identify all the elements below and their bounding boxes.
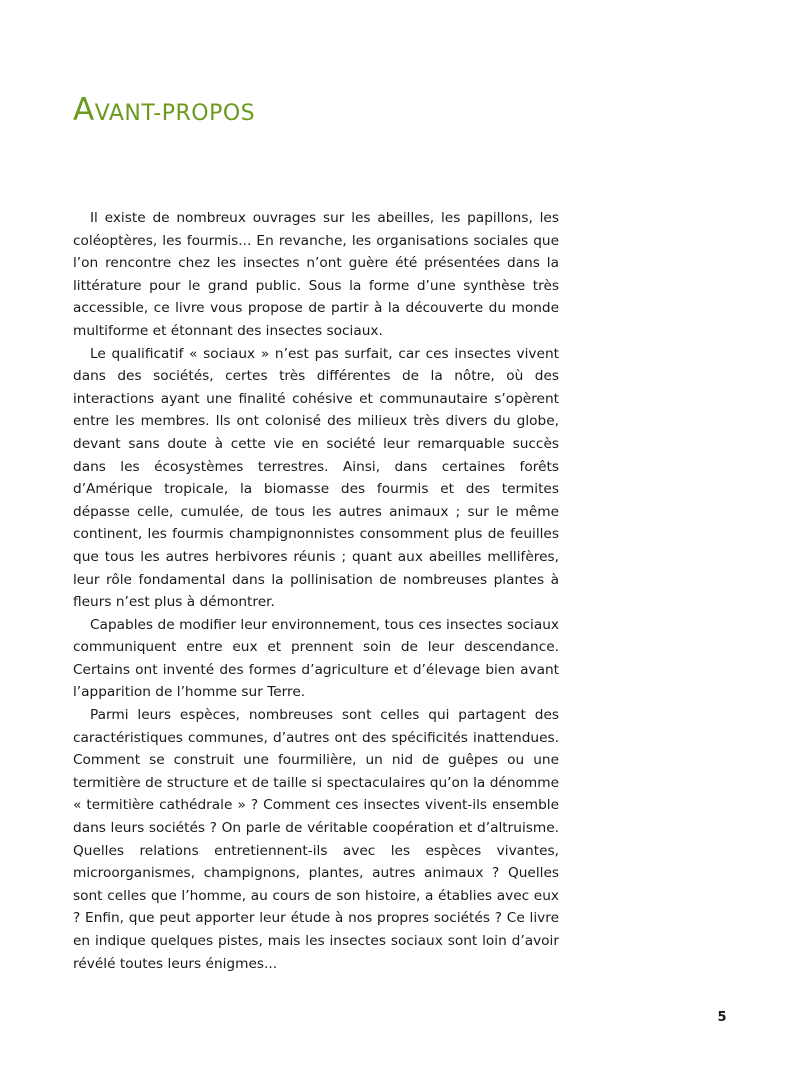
paragraph-1: Il existe de nombreux ouvrages sur les abeilles, les papillons, les coléoptères, les fourmis... En revanche, les organisations sociales que l’on rencontre chez les insectes n’ont guère été présentées dans la littérature pour le grand public. Sous la forme d’une synthèse très accessible, ce livre vous propose de partir à la découverte du monde multiforme et étonnant des insectes sociaux. bbox=[73, 210, 559, 339]
page-title-initial: A bbox=[73, 92, 95, 128]
page-number: 5 bbox=[717, 1010, 727, 1025]
page-title-rest: VANT-PROPOS bbox=[94, 101, 256, 126]
body-text bbox=[73, 207, 559, 975]
paragraph-4: Parmi leurs espèces, nombreuses sont celles qui partagent des caractéristiques communes, d’autres ont des spécificités inattendues. Comment se construit une fourmilière, un nid de guêpes ou une termitière de structure et de taille si spectaculaires qu’on la dénomme « termitière cathédrale » ? Comment ces insectes vivent-ils ensemble dans leurs sociétés ? On parle de véritable coopération et d’altruisme. Quelles relations entretiennent-ils avec les espèces vivantes, microorganismes, champignons, plantes, autres animaux ? Quelles sont celles que l’homme, au cours de son histoire, a établies avec eux ? Enfin, que peut apporter leur étude à nos propres sociétés ? Ce livre en indique quelques pistes, mais les insectes sociaux sont loin d’avoir révélé toutes leurs énigmes... bbox=[73, 707, 559, 972]
page-title bbox=[73, 92, 255, 132]
paragraph-2: Le qualificatif « sociaux » n’est pas surfait, car ces insectes vivent dans des sociétés, certes très différentes de la nôtre, où des interactions ayant une finalité cohésive et communautaire s’opèrent entre les membres. Ils ont colonisé des milieux très divers du globe, devant sans doute à cette vie en société leur remarquable succès dans les écosystèmes terrestres. Ainsi, dans certaines forêts d’Amérique tropicale, la biomasse des fourmis et des termites dépasse celle, cumulée, de tous les autres animaux ; sur le même continent, les fourmis champignonnistes consomment plus de feuilles que tous les autres herbivores réunis ; quant aux abeilles mellifères, leur rôle fondamental dans la pollinisation de nombreuses plantes à fleurs n’est plus à démontrer. bbox=[73, 345, 559, 611]
paragraph-3: Capables de modifier leur environnement, tous ces insectes sociaux communiquent entre eux et prennent soin de leur descendance. Certains ont inventé des formes d’agriculture et d’élevage bien avant l’apparition de l’homme sur Terre. bbox=[73, 616, 559, 701]
